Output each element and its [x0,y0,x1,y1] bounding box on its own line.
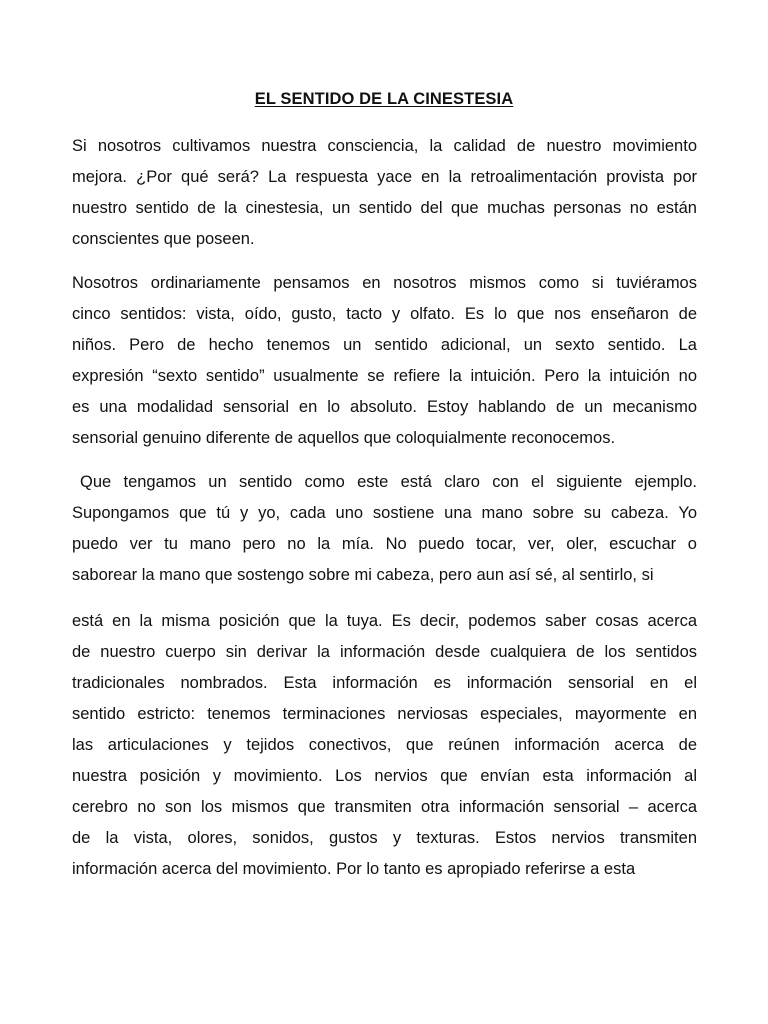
text-line: conscientes que poseen. [72,230,255,248]
paragraph-1 [72,131,697,255]
text-line: está en la misma posición que la tuya. Es decir, podemos saber cosas acerca [72,612,697,630]
text-line: Que tengamos un sentido como este está claro con el siguiente ejemplo. [80,473,697,491]
text-line: nuestro sentido de la cinestesia, un sentido del que muchas personas no están [72,199,697,217]
text-line: las articulaciones y tejidos conectivos, que reúnen información acerca de [72,736,697,754]
text-line: cinco sentidos: vista, oído, gusto, tacto y olfato. Es lo que nos enseñaron de [72,305,697,323]
text-line: tradicionales nombrados. Esta información es información sensorial en el [72,674,697,692]
paragraph-2 [72,268,697,454]
text-line: cerebro no son los mismos que transmiten otra información sensorial – acerca [72,798,697,816]
text-line: de la vista, olores, sonidos, gustos y texturas. Estos nervios transmiten [72,829,697,847]
text-line: mejora. ¿Por qué será? La respuesta yace en la retroalimentación provista por [72,168,697,186]
paragraph-4 [72,606,697,885]
text-line: saborear la mano que sostengo sobre mi cabeza, pero aun así sé, al sentirlo, si [72,566,654,584]
text-line: de nuestro cuerpo sin derivar la información desde cualquiera de los sentidos [72,643,697,661]
paragraph-3 [72,467,697,591]
text-line: niños. Pero de hecho tenemos un sentido adicional, un sexto sentido. La [72,336,697,354]
text-line: información acerca del movimiento. Por lo tanto es apropiado referirse a esta [72,860,636,878]
text-line: Nosotros ordinariamente pensamos en nosotros mismos como si tuviéramos [72,274,697,292]
text-line: Supongamos que tú y yo, cada uno sostiene una mano sobre su cabeza. Yo [72,504,697,522]
text-line: sentido estricto: tenemos terminaciones nerviosas especiales, mayormente en [72,705,697,723]
text-line: es una modalidad sensorial en lo absoluto. Estoy hablando de un mecanismo [72,398,697,416]
text-line: puedo ver tu mano pero no la mía. No puedo tocar, ver, oler, escuchar o [72,535,697,553]
document-title: EL SENTIDO DE LA CINESTESIA [254,90,514,108]
text-line: sensorial genuino diferente de aquellos que coloquialmente reconocemos. [72,429,616,447]
text-line: nuestra posición y movimiento. Los nervios que envían esta información al [72,767,697,785]
text-line: expresión “sexto sentido” usualmente se refiere la intuición. Pero la intuición no [72,367,697,385]
text-line: Si nosotros cultivamos nuestra consciencia, la calidad de nuestro movimiento [72,137,697,155]
